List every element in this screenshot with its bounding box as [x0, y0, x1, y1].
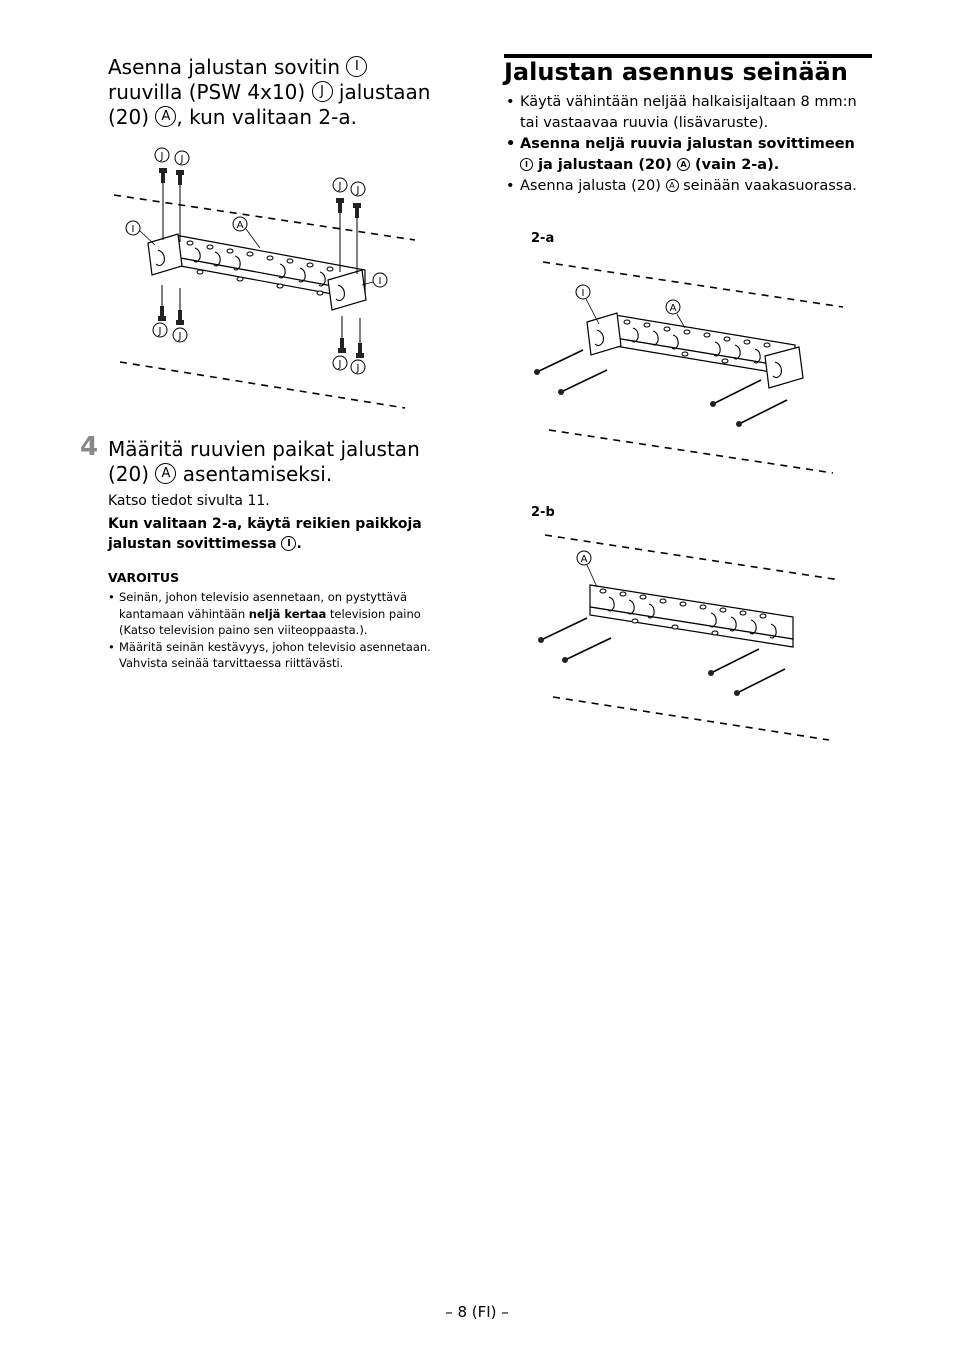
fig1-label-j3: J: [338, 181, 342, 192]
marker-j: J: [312, 81, 333, 102]
adapter-assembly-figure: [100, 140, 430, 420]
fig2a-label-a: A: [669, 303, 677, 314]
step3-text-5: , kun valitaan 2-a.: [176, 105, 357, 129]
marker-a: A: [155, 463, 176, 484]
step4-number: 4: [80, 432, 99, 462]
warning-item1-bold: neljä kertaa: [248, 606, 327, 621]
step4-bold-text: Kun valitaan 2-a, käytä reikien paikkoja jalustan sovittimessa: [108, 516, 422, 552]
marker-i: I: [346, 56, 367, 77]
bullet-item: [504, 134, 874, 176]
fig1-label-j7: J: [338, 359, 342, 370]
bullet2-text-1: Asenna neljä ruuvia jalustan sovittimeen: [520, 136, 855, 152]
bullet2-text-2: ja jalustaan (20): [538, 157, 672, 173]
fig1-label-j8: J: [356, 363, 360, 374]
step4-page-reference: Katso tiedot sivulta 11.: [108, 493, 270, 509]
fig1-label-j6: J: [178, 331, 182, 342]
step4-title-2: (20): [108, 462, 150, 486]
marker-a: A: [666, 179, 679, 192]
fig1-label-i2: I: [378, 276, 382, 287]
bullet2-text-3: (vain 2-a).: [694, 157, 780, 173]
option-2a-label: 2-a: [531, 231, 555, 246]
step4-title: [108, 437, 468, 487]
bullet3-text-1: Asenna jalusta (20): [520, 178, 661, 194]
bullet-item: [504, 176, 874, 197]
fig2b-label-a: A: [580, 554, 588, 565]
fig1-label-j4: J: [356, 185, 360, 196]
fig1-label-i1: I: [131, 224, 135, 235]
wall-mount-2b-figure: [525, 525, 855, 750]
marker-i: I: [520, 158, 533, 171]
warning-item: [108, 589, 458, 639]
step3-text-2: ruuvilla (PSW 4x10): [108, 80, 306, 104]
fig1-label-a: A: [236, 220, 244, 231]
bullet-item: • Käytä vähintään neljää halkaisijaltaan 8 mm:n tai vastaavaa ruuvia (lisävaruste).: [504, 92, 874, 134]
marker-i: I: [281, 536, 296, 551]
step4-title-3: asentamiseksi.: [182, 462, 333, 486]
option-2b-label: 2-b: [531, 505, 555, 520]
step3-text-3: jalustaan: [338, 80, 431, 104]
section-title: Jalustan asennus seinään: [504, 58, 848, 86]
fig1-label-j5: J: [158, 326, 162, 337]
fig1-label-j2: J: [180, 154, 184, 165]
warning-item1-text: Seinän, johon televisio asennetaan, on pystyttävä kantamaan vähintään: [119, 590, 408, 621]
step4-bold-note: Kun valitaan 2-a, käytä reikien paikkoja jalustan sovittimessa I .: [108, 516, 422, 552]
marker-a: A: [677, 158, 690, 171]
step3-text-1: Asenna jalustan sovitin: [108, 55, 341, 79]
page-number: – 8 (FI) –: [445, 1303, 509, 1321]
warning-list: [108, 589, 458, 672]
warning-item: • Määritä seinän kestävyys, johon televisio asennetaan. Vahvista seinää tarvittaessa riittävästi.: [108, 639, 458, 672]
warning-item1-text2: television paino (Katso television paino sen viiteoppaasta.).: [119, 606, 421, 637]
wall-mount-2a-figure: [525, 250, 855, 480]
step4-title-1: Määritä ruuvien paikat jalustan: [108, 437, 420, 461]
marker-a: A: [155, 106, 176, 127]
bullet3-text-2: seinään vaakasuorassa.: [683, 178, 857, 194]
warning-heading: VAROITUS: [108, 570, 180, 585]
instruction-bullets: [504, 92, 874, 197]
step3-instruction: [108, 55, 468, 130]
fig2a-label-i: I: [581, 288, 585, 299]
fig1-label-j1: J: [160, 151, 164, 162]
step3-text-4: (20): [108, 105, 150, 129]
